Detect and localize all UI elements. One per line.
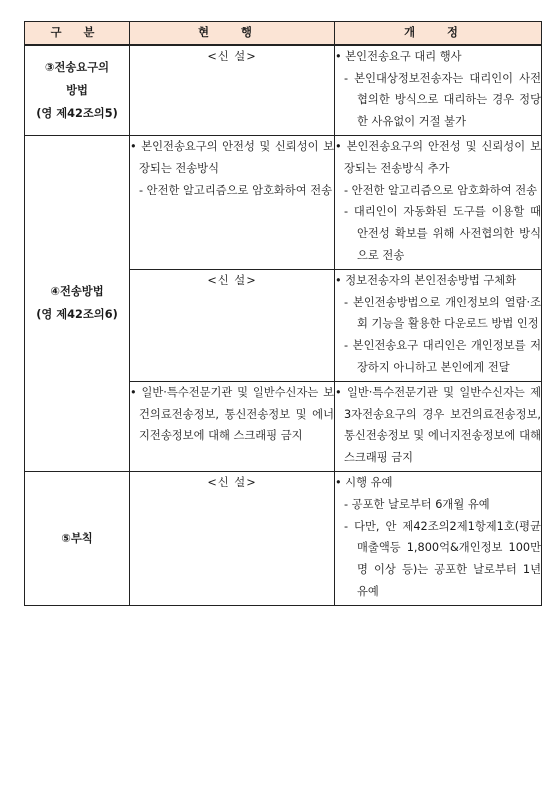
bullet-item: • 본인전송요구 대리 행사 [335, 49, 462, 63]
bullet-item: • 일반·특수전문기관 및 일반수신자는 제3자전송요구의 경우 보건의료전송정보, 통신전송정보 및 에너지전송정보에 대해 스크래핑 금지 [335, 385, 541, 465]
header-row [25, 22, 542, 45]
section-label: 방법 [66, 83, 88, 97]
dash-item: - 안전한 알고리즘으로 암호화하여 전송 [344, 183, 538, 197]
dash-item: - 본인전송요구 대리인은 개인정보를 저장하지 아니하고 본인에게 전달 [344, 339, 541, 374]
bullet-item: • 본인전송요구의 안전성 및 신뢰성이 보장되는 전송방식 [130, 139, 334, 175]
revised-cell [335, 471, 542, 605]
new-provision-label: <신 설> [207, 273, 257, 287]
header-category: 구 분 [25, 22, 130, 45]
header-revised: 개 정 [335, 22, 542, 45]
bullet-item: • 시행 유예 [335, 475, 393, 489]
section-cell [25, 135, 130, 471]
dash-item: - 본인대상정보전송자는 대리인이 사전협의한 방식으로 대리하는 경우 정당한 사유없이 거절 불가 [344, 71, 541, 129]
header-current: 현 행 [130, 22, 335, 45]
table-row [25, 471, 542, 605]
bullet-item: • 일반·특수전문기관 및 일반수신자는 보건의료전송정보, 통신전송정보 및 에너지전송정보에 대해 스크래핑 금지 [130, 385, 334, 443]
revised-cell [335, 269, 542, 381]
section-label: ④전송방법 [50, 285, 104, 299]
dash-item: - 본인전송방법으로 개인정보의 열람·조회 기능을 활용한 다운로드 방법 인정 [344, 295, 541, 331]
new-provision-label: <신 설> [207, 475, 257, 489]
section-label: ⑤부칙 [61, 531, 93, 545]
section-cell [25, 471, 130, 605]
current-cell [130, 381, 335, 471]
comparison-table [24, 21, 542, 606]
dash-item: - 안전한 알고리즘으로 암호화하여 전송 [139, 183, 333, 197]
revised-cell [335, 45, 542, 136]
section-label: ③전송요구의 [44, 60, 110, 74]
current-cell [130, 471, 335, 605]
dash-item: - 공포한 날로부터 6개월 유예 [344, 497, 490, 511]
dash-item: - 다만, 안 제42조의2제1항제1호(평균매출액등 1,800억&개인정보 100만명 이상 등)는 공포한 날로부터 1년 유예 [344, 519, 541, 598]
current-cell [130, 45, 335, 136]
section-label: (영 제42조의6) [36, 308, 118, 322]
section-cell [25, 45, 130, 136]
revised-cell [335, 135, 542, 269]
current-cell [130, 135, 335, 269]
table-row [25, 45, 542, 136]
table-row [25, 135, 542, 269]
bullet-item: • 본인전송요구의 안전성 및 신뢰성이 보장되는 전송방식 추가 [335, 139, 541, 175]
bullet-item: • 정보전송자의 본인전송방법 구체화 [335, 273, 517, 287]
section-label: (영 제42조의5) [36, 106, 118, 120]
revised-cell [335, 381, 542, 471]
new-provision-label: <신 설> [207, 49, 257, 63]
current-cell [130, 269, 335, 381]
dash-item: - 대리인이 자동화된 도구를 이용할 때 안전성 확보를 위해 사전협의한 방식으로 전송 [344, 205, 541, 262]
